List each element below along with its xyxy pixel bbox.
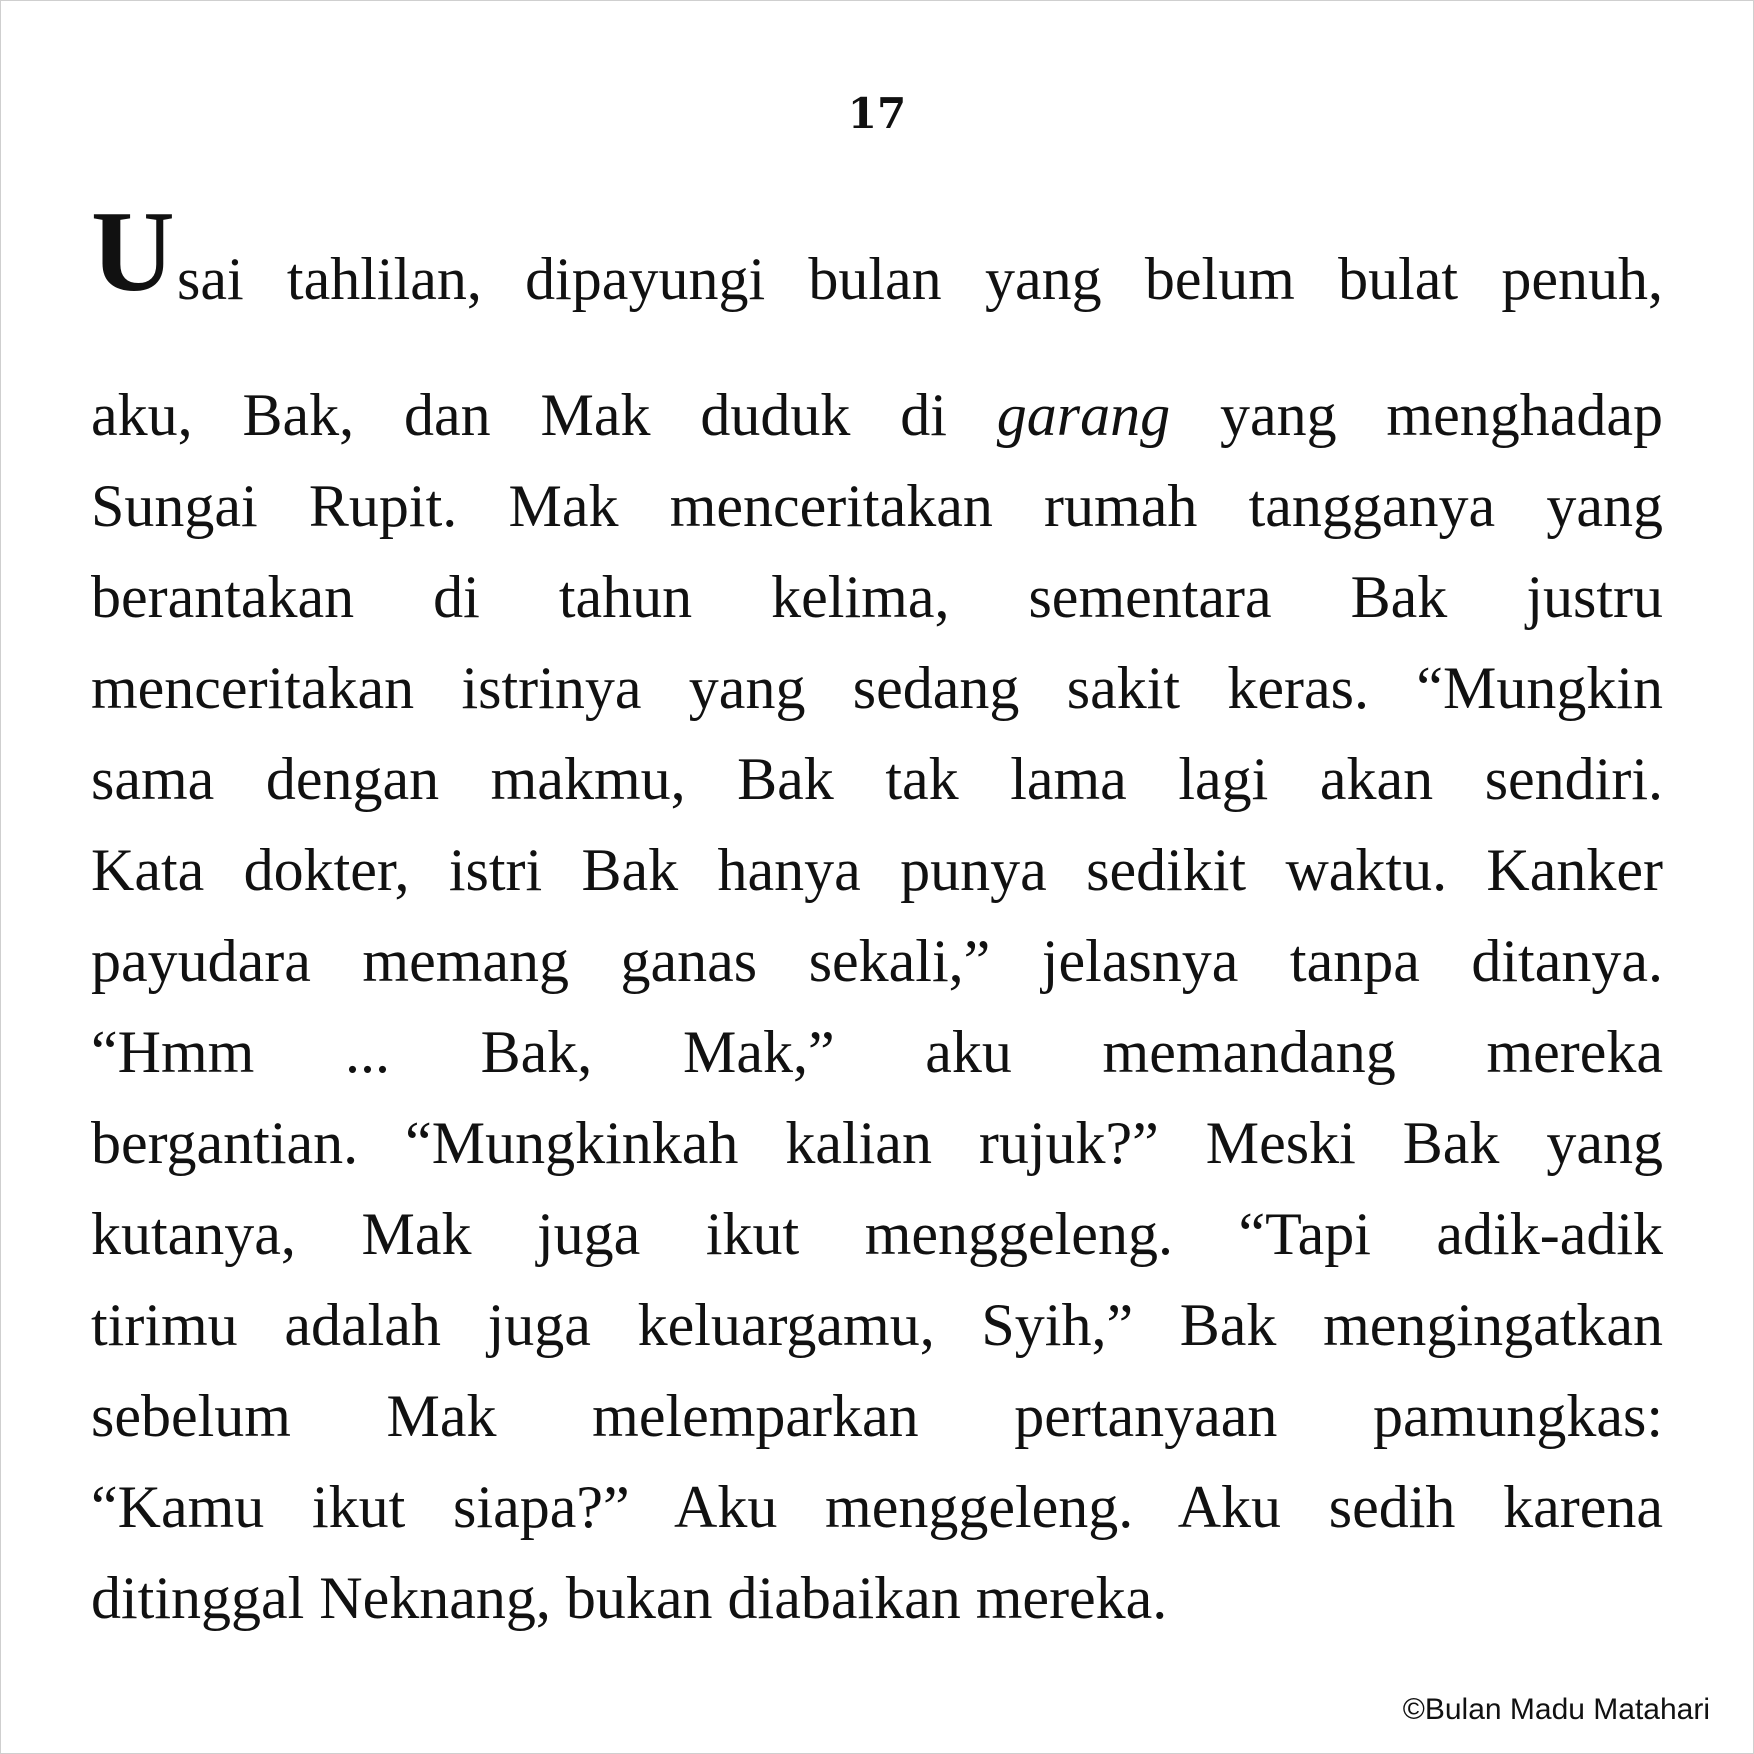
line-2-after: yang menghadap <box>1170 382 1663 448</box>
paragraph-line-15: ditinggal Neknang, bukan diabaikan mereka. <box>91 1565 1168 1631</box>
line-2-before: aku, Bak, dan Mak duduk di <box>91 382 997 448</box>
paragraph-line-14: “Kamu ikut siapa?” Aku menggeleng. Aku sedih karena <box>91 1474 1663 1540</box>
drop-cap: U <box>91 188 175 316</box>
paragraph-line-3: Sungai Rupit. Mak menceritakan rumah tangganya yang <box>91 473 1663 539</box>
italic-word-garang: garang <box>996 382 1171 448</box>
paragraph-line-6: sama dengan makmu, Bak tak lama lagi akan sendiri. <box>91 746 1663 812</box>
copyright-notice: ©Bulan Madu Matahari <box>1402 1693 1710 1726</box>
paragraph-line-1-text: sai tahlilan, dipayungi bulan yang belum bulat penuh, <box>177 246 1663 312</box>
paragraph-line-5: menceritakan istrinya yang sedang sakit keras. “Mungkin <box>91 655 1663 721</box>
paragraph-line-8: payudara memang ganas sekali,” jelasnya tanpa ditanya. <box>91 928 1663 994</box>
paragraph-line-4: berantakan di tahun kelima, sementara Bak justru <box>91 564 1663 630</box>
paragraph-line-1 <box>91 188 1663 370</box>
paragraph-line-11: kutanya, Mak juga ikut menggeleng. “Tapi adik-adik <box>91 1201 1663 1267</box>
paragraph-line-7: Kata dokter, istri Bak hanya punya sedikit waktu. Kanker <box>91 837 1663 903</box>
paragraph-line-12: tirimu adalah juga keluargamu, Syih,” Bak mengingatkan <box>91 1292 1663 1358</box>
paragraph-line-2 <box>91 370 1663 461</box>
paragraph-line-10: bergantian. “Mungkinkah kalian rujuk?” Meski Bak yang <box>91 1110 1663 1176</box>
paragraph-line-9: “Hmm ... Bak, Mak,” aku memandang mereka <box>91 1019 1663 1085</box>
paragraph-line-13: sebelum Mak melemparkan pertanyaan pamungkas: <box>91 1383 1663 1449</box>
page-number: 17 <box>847 89 907 138</box>
story-paragraph <box>91 188 1663 1644</box>
